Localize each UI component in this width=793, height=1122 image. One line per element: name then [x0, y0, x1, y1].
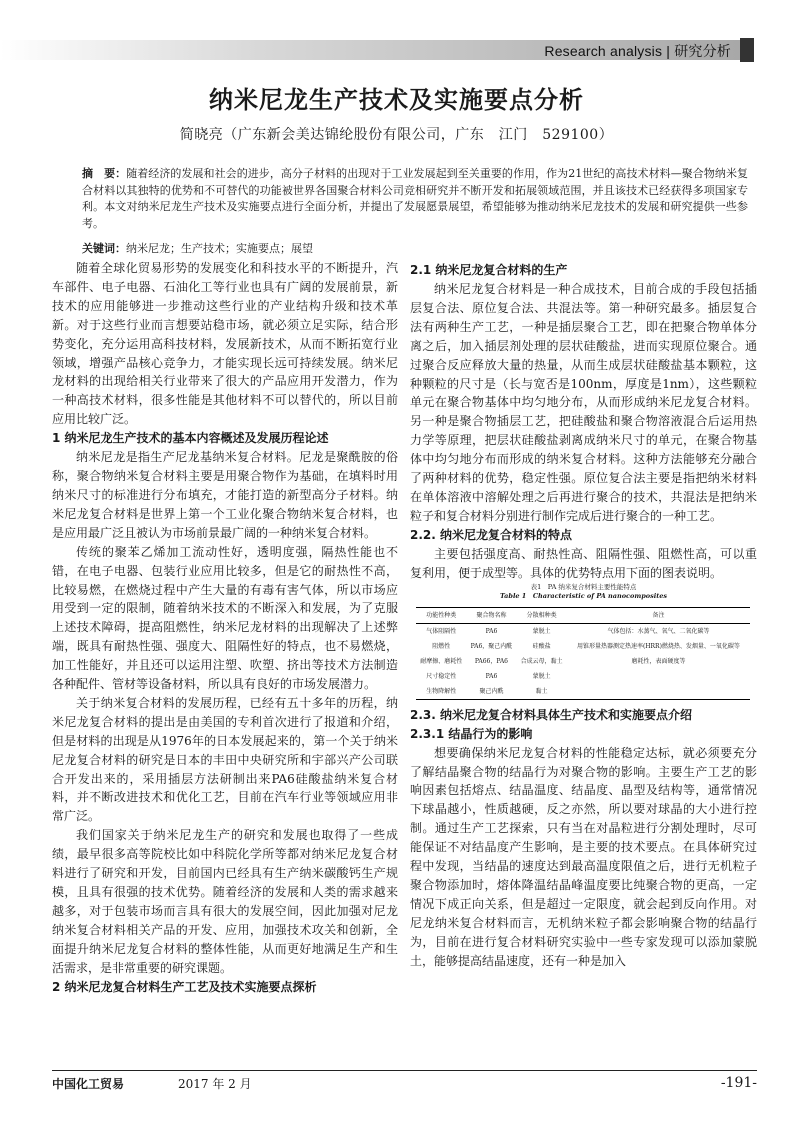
journal-name: 中国化工贸易 — [52, 1077, 125, 1091]
paragraph: 我们国家关于纳米尼龙生产的研究和发展也取得了一些成绩，最早很多高等院校比如中科院化学所等都对纳米尼龙复合材料进行了研究和开发，目前国内已经具有生产纳米碳酸钙生产规模，且具有很强的技术优势。随着经济的发展和人类的需求越来越多，对于包装市场而言具有很大的发展空间，因此加强对尼龙纳米复合材料相关产品的开发、应用，加强技术攻关和创新，全面提升纳米尼龙复合材料的整体性能，从而更好地满足生产和生活需求，是非常重要的研究课题。 — [52, 828, 398, 975]
issue-date: 2017 年 2 月 — [178, 1077, 252, 1091]
keywords-text: 纳米尼龙；生产技术；实施要点；展望 — [126, 242, 313, 255]
table-cell: 用锥形量热器测定热速率(HRR)燃烧热、发烟量、一氧化碳等 — [576, 642, 740, 650]
paragraph: 随着全球化贸易形势的发展变化和科技水平的不断提升，汽车部件、电子电器、石油化工等行业也具有广阔的发展前景，新技术的应用能够进一步推动这些行业的产业结构升级和技术革新。对于这些行业而言想要站稳市场，就必须立足实际，结合形势变化，充分运用高科技材料，发展新技术，从而不断拓宽行业领域，增强产品核心竞争力，才能实现长远可持续发展。纳米尼龙材料的出现给相关行业带来了很大的产品应用开发潜力，作为一种高技术材料，很多性能是其他材料不可以替代的，所以目前应用比较广泛。 — [52, 261, 398, 427]
table-caption-cn: 表1 PA 纳米复合材料主要性能特点 — [530, 582, 637, 591]
subsection-heading-2-3: 2.3. 纳米尼龙复合材料具体生产技术和实施要点介绍 — [410, 707, 692, 722]
table-block — [410, 583, 757, 700]
abstract-text: 随着经济的发展和社会的进步，高分子材料的出现对于工业发展起到至关重要的作用，作为21世纪的高技术材料—聚合物纳米复合材料以其独特的优势和不可替代的功能被世界各国聚合材料公司竞相研究并不断开发和拓展领域范围，并且该技术已经获得多项国家专利。本文对纳米尼龙生产技术及实施要点进行全面分析，并提出了发展愿景展望，希望能够为推动纳米尼龙技术的发展和研究提供一些参考。 — [82, 167, 748, 230]
footer-rule — [52, 1070, 757, 1071]
table-cell: 尺寸稳定性 — [426, 672, 457, 680]
table-cell: PA6 — [485, 672, 498, 680]
paragraph: 关于纳米复合材料的发展历程，已经有五十多年的历程，纳米尼龙复合材料的提出是由美国的专利首次进行了报道和介绍，但是材料的出现是从1976年的日本发展起来的，第一个关于纳米尼龙复合材料的研究是日本的丰田中央研究所和宇部兴产公司联合开发出来的，采用插层方法研制出来PA6硅酸盐纳米复合材料，并不断改进技术和优化工艺，目前在汽车行业等领域应用非常广泛。 — [52, 695, 398, 824]
keywords-label: 关键词： — [82, 242, 126, 255]
subsection-heading-2-3-1: 2.3.1 结晶行为的影响 — [410, 726, 533, 741]
subsection-heading-2-2: 2.2. 纳米尼龙复合材料的特点 — [410, 527, 572, 542]
table-cell: PA6 — [485, 627, 498, 635]
table-cell — [567, 684, 750, 700]
right-column — [410, 261, 757, 970]
table-cell: 蒙脱土 — [532, 627, 551, 635]
table-cell: 黏土 — [535, 687, 548, 695]
table-row — [416, 623, 750, 639]
header-cap — [740, 38, 754, 62]
table-row — [416, 639, 750, 654]
table-cell: PA66，PA6 — [474, 657, 508, 665]
table-cell: 生物降解性 — [426, 687, 457, 695]
section-heading-1: 1 纳米尼龙生产技术的基本内容概述及发展历程论述 — [52, 431, 329, 446]
paragraph: 主要包括强度高、耐热性高、阻隔性强、阻燃性高，可以重复利用，便于成型等。具体的优势特点用下面的图表说明。 — [410, 546, 757, 580]
table-cell: 耐摩擦、磨耗性 — [420, 657, 463, 665]
table-row — [416, 654, 750, 669]
table-cell: 硅酸盐 — [532, 642, 551, 650]
table-row — [416, 669, 750, 684]
table-header-row — [416, 607, 750, 623]
paragraph: 传统的聚苯乙烯加工流动性好，透明度强，隔热性能也不错，在电子电器、包装行业应用比较多，但是它的耐热性不高，比较易燃，在燃烧过程中产生大量的有毒有害气体，所以市场应用受到一定的限制，随着纳米技术的不断深入和发展，为了克服上述技术障碍，提高阻燃性，纳米尼龙材料的出现解决了上述弊端，既具有耐热性强、强度大、阻隔性好的特点，也不易燃烧，加工性能好，并且还可以运用注塑、吹塑、挤出等技术方法制造各种配件、管材等设备材料，所以具有良好的市场发展潜力。 — [52, 544, 398, 692]
table-cell: 蒙脱土 — [532, 672, 551, 680]
paragraph: 纳米尼龙复合材料是一种合成技术，目前合成的手段包括插层复合法、原位复合法、共混法等。第一种研究最多。插层复合法有两种生产工艺，一种是插层聚合工艺，即在把聚合物单体分离之后，加入插层剂处理的层状硅酸盐，进而实现原位聚合。通过聚合反应释放大量的热量，从而生成层状硅酸盐基本颗粒，这种颗粒的尺寸是（长与宽否是100nm，厚度是1nm），这些颗粒单元在聚合物基体中均匀地分布，从而形成纳米尼龙复合材料。另一种是聚合物插层工艺，把硅酸盐和聚合物溶液混合后运用热力学等原理，把层状硅酸盐剥离成纳米尺寸的单元，在聚合物基体中均匀地分布而形成的纳米复合材料。这种方法能够充分融合了两种材料的优势，稳定性强。原位复合法主要是指把纳米材料在单体溶液中溶解处理之后再进行聚合的技术，共混法是把纳米粒子和复合材料分别进行制作完成后进行聚合的一种工艺。 — [410, 282, 757, 523]
table-header-cell: 备注 — [652, 611, 665, 619]
table-cell — [567, 669, 750, 684]
table-header-cell: 分散相种类 — [526, 611, 557, 619]
table-cell: 合成云母，黏土 — [520, 657, 563, 665]
table-cell: PA6，聚己内酰 — [470, 642, 513, 650]
table-header-cell: 功能性种类 — [426, 611, 457, 619]
author-line: 简晓亮（广东新会美达锦纶股份有限公司，广东 江门 529100） — [179, 127, 614, 143]
left-column — [52, 259, 398, 997]
table-cell: 气体阻隔性 — [426, 627, 457, 635]
subsection-heading-2-1: 2.1 纳米尼龙复合材料的生产 — [410, 263, 568, 277]
section-label: Research analysis | 研究分析 — [544, 43, 731, 59]
table-header-cell: 聚合物名称 — [476, 611, 507, 619]
article-title: 纳米尼龙生产技术及实施要点分析 — [209, 86, 584, 114]
abstract — [82, 166, 748, 232]
table-caption-en: Table 1 Characteristic of PA nanocomposites — [499, 591, 668, 600]
table-cell: 聚己内酰 — [479, 687, 504, 695]
page-number: -191- — [720, 1075, 757, 1091]
abstract-label: 摘 要： — [82, 167, 127, 180]
table-cell: 阻燃性 — [432, 642, 451, 650]
table-cell: 气体包括：水蒸气、氧气、二氧化碳等 — [607, 627, 710, 635]
keywords — [82, 240, 748, 256]
paragraph: 纳米尼龙是指生产尼龙基纳米复合材料。尼龙是聚酰胺的俗称，聚合物纳米复合材料主要是用聚合物作为基础，在填料时用纳米尺寸的标准进行分布填充，才能打造的新型高分子材料。纳米尼龙复合材料是世界上第一个工业化聚合物纳米复合材料，也是应用最广泛且被认为市场前景最广阔的一种纳米复合材料。 — [52, 450, 398, 540]
paragraph: 想要确保纳米尼龙复合材料的性能稳定达标，就必须要充分了解结晶聚合物的结晶行为对聚合物的影响。主要生产工艺的影响因素包括熔点、结晶温度、结晶度、晶型及结构等，通常情况下球晶越小，性质越硬，反之亦然，所以要对球晶的大小进行控制。通过生产工艺探索，只有当在对晶粒进行分割处理时，尽可能保证不对结晶度产生影响，是主要的技术要点。在具体研究过程中发现，当结晶的速度达到最高温度限值之后，进行无机粒子聚合物添加时，熔体降温结晶峰温度要比纯聚合物的更高，一定情况下成正向关系，但是超过一定限度，就会起到反向作用。对尼龙纳米复合材料而言，无机纳米粒子都会影响聚合物的结晶行为，目前在进行复合材料研究实验中一些专家发现可以添加蒙脱土，能够提高结晶速度，还有一种是加入 — [410, 745, 757, 968]
table-cell: 磨耗性，表面硬度等 — [631, 657, 686, 665]
running-header — [0, 38, 793, 64]
table-row — [416, 684, 750, 700]
section-heading-2: 2 纳米尼龙复合材料生产工艺及技术实施要点探析 — [52, 979, 317, 994]
properties-table — [416, 607, 750, 700]
